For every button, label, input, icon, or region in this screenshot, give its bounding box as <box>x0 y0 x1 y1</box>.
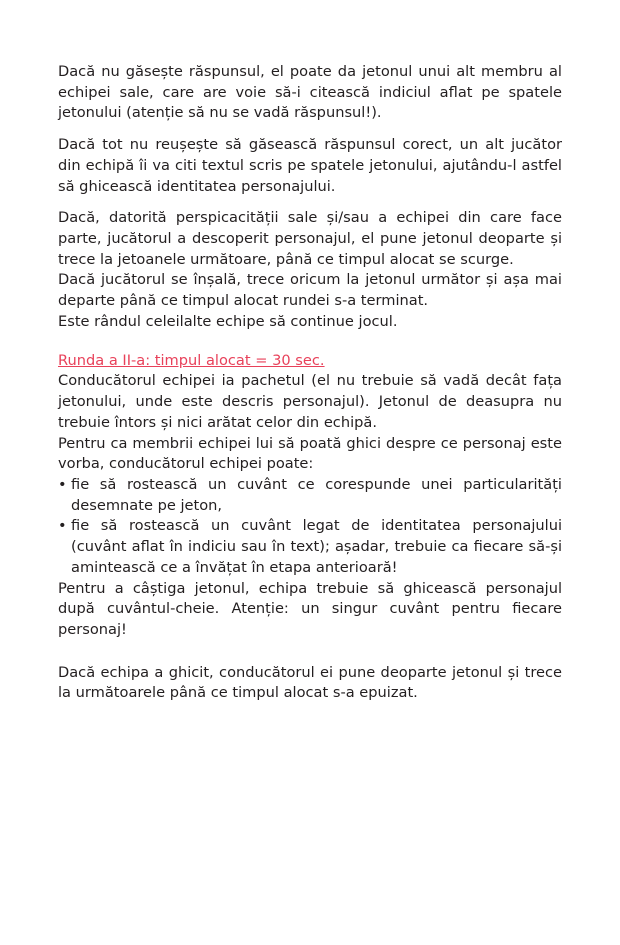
paragraph-8: Pentru a câștiga jetonul, echipa trebuie să ghicească personajul după cuvântul-cheie. Atenție: un singur cuvânt pentru fiecare personaj! <box>58 579 562 638</box>
paragraph-6: Conducătorul echipei ia pachetul (el nu trebuie să vadă decât fața jetonului, unde este descris personajul). Jetonul de deasupra nu trebuie întors și nici arătat celor din echipă. <box>58 372 562 431</box>
paragraph-7: Pentru ca membrii echipei lui să poată ghici despre ce personaj este vorba, conducătorul echipei poate: <box>58 434 562 473</box>
round-two-heading: Runda a II-a: timpul alocat = 30 sec. <box>58 351 325 369</box>
paragraph-3: Dacă, datorită perspicacității sale și/sau a echipei din care face parte, jucătorul a descoperit personajul, el pune jetonul deoparte și trece la jetoanele următoare, până ce timpul alocat se scurge. <box>58 209 562 268</box>
bullet-list <box>58 475 562 579</box>
list-item-text: fie să rostească un cuvânt ce corespunde unei particularități desemnate pe jeton, <box>71 475 562 514</box>
list-item-text: fie să rostească un cuvânt legat de identitatea personajului (cuvânt aflat în indiciu sau în text); așadar, trebuie ca fiecare să-și amintească ce a învățat în etapa anterioară! <box>71 517 562 576</box>
paragraph-spacer <box>58 641 562 663</box>
paragraph-4: Dacă jucătorul se înșală, trece oricum la jetonul următor și așa mai departe până ce timpul alocat rundei s-a terminat. <box>58 271 562 310</box>
paragraph-1: Dacă nu găsește răspunsul, el poate da jetonul unui alt membru al echipei sale, care are voie să-i citească indiciul aflat pe spatele jetonului (atenție să nu se vadă răspunsul!). <box>58 63 562 122</box>
paragraph-5: Este rândul celeilalte echipe să continue jocul. <box>58 312 398 330</box>
bullet-marker: • <box>58 475 67 493</box>
closing-paragraph: Dacă echipa a ghicit, conducătorul ei pune deoparte jetonul și trece la următoarele până ce timpul alocat s-a epuizat. <box>58 663 562 702</box>
paragraph-2: Dacă tot nu reușește să găsească răspunsul corect, un alt jucător din echipă îi va citi textul scris pe spatele jetonului, ajutându-l astfel să ghicească identitatea personajului. <box>58 136 562 195</box>
list-item <box>58 516 562 578</box>
list-item <box>58 475 562 516</box>
document-body <box>58 62 562 704</box>
bullet-marker: • <box>58 517 67 535</box>
